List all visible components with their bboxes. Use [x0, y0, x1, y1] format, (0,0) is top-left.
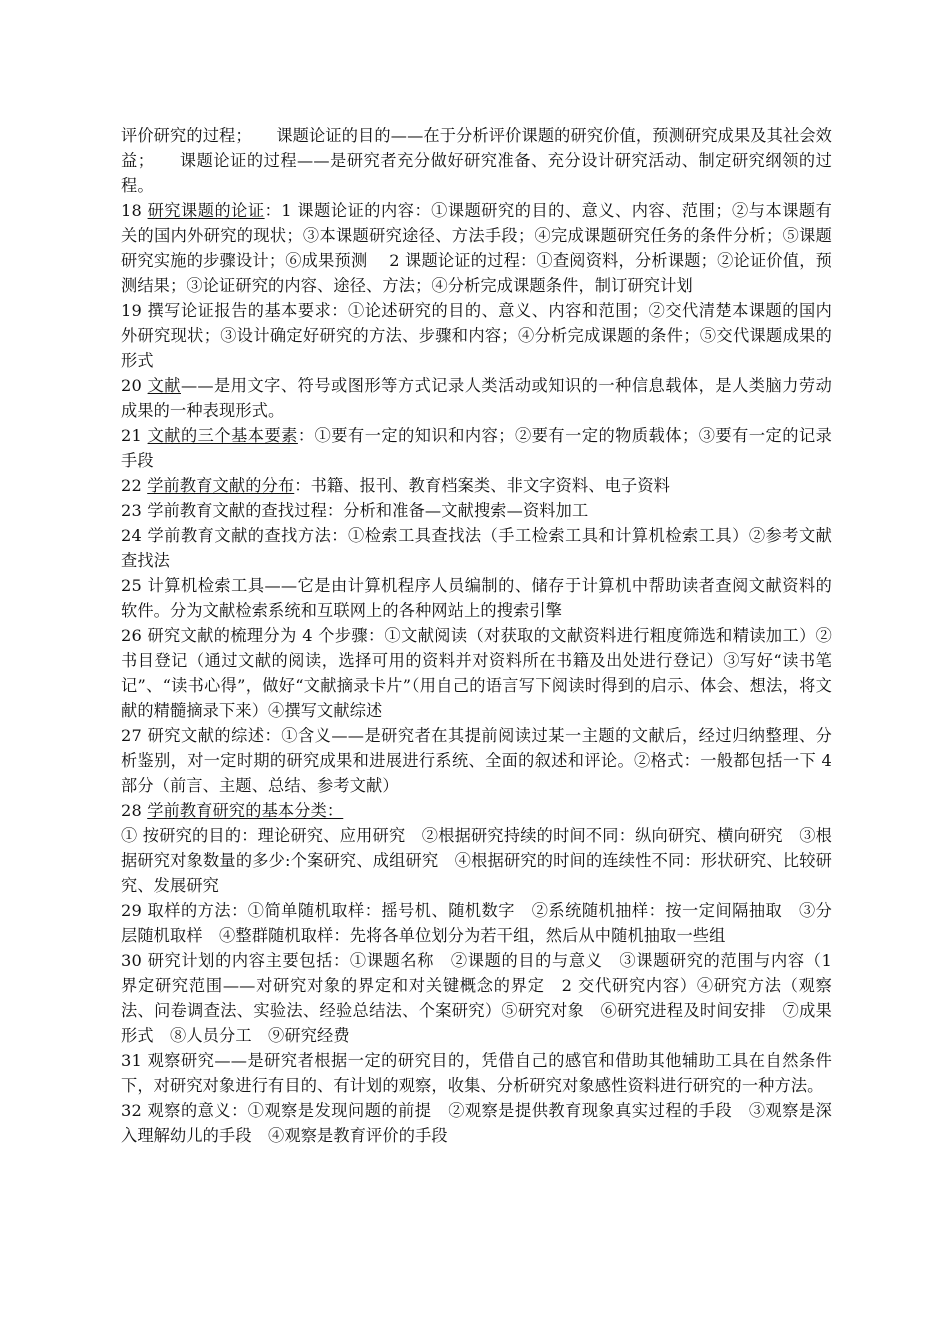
- paragraph-text: 30 研究计划的内容主要包括：①课题名称 ②课题的目的与意义 ③课题研究的范围与内容（1 界定研究范围——对研究对象的界定和对关键概念的界定 2 交代研究内容）④研究方法（观察法、问卷调查法、实验法、经验总结法、个案研究）⑤研究对象 ⑥研究进程及时间安排 ⑦成果形式 ⑧人员分工 ⑨研究经费: [121, 951, 832, 1045]
- paragraph-text: 27 研究文献的综述：①含义——是研究者在其提前阅读过某一主题的文献后，经过归纳整理、分析鉴别，对一定时期的研究成果和进展进行系统、全面的叙述和评论。②格式：一般都包括一下 4 部分（前言、主题、总结、参考文献）: [121, 726, 832, 795]
- underlined-term: 学前教育文献的分布: [147, 476, 295, 495]
- paragraph-p31: [121, 1048, 832, 1098]
- underlined-term: 研究课题的论证: [147, 201, 265, 220]
- paragraph-text: 28: [121, 801, 148, 820]
- paragraph-p24: [121, 523, 832, 573]
- underlined-term: 学前教育研究的基本分类：: [147, 801, 344, 820]
- document-body: [121, 123, 832, 1148]
- paragraph-text: 评价研究的过程； 课题论证的目的——在于分析评价课题的研究价值，预测研究成果及其社会效益； 课题论证的过程——是研究者充分做好研究准备、充分设计研究活动、制定研究纲领的过程。: [121, 126, 832, 195]
- paragraph-text: 22: [121, 476, 148, 495]
- paragraph-p27: [121, 723, 832, 798]
- paragraph-text: 23 学前教育文献的查找过程：分析和准备—文献搜索—资料加工: [121, 501, 589, 520]
- paragraph-text: ——是用文字、符号或图形等方式记录人类活动或知识的一种信息载体，是人类脑力劳动成果的一种表现形式。: [121, 376, 832, 420]
- paragraph-p28: [121, 798, 832, 823]
- paragraph-text: 26 研究文献的梳理分为 4 个步骤：①文献阅读（对获取的文献资料进行粗度筛选和精读加工）②书目登记（通过文献的阅读，选择可用的资料并对资料所在书籍及出处进行登记）③写好“读书笔记”、“读书心得”，做好“文献摘录卡片”（用自己的语言写下阅读时得到的启示、体会、想法，将文献的精髓摘录下来）④撰写文献综述: [121, 626, 832, 720]
- underlined-term: 文献: [147, 376, 181, 395]
- paragraph-p25: [121, 573, 832, 623]
- paragraph-text: 19 撰写论证报告的基本要求：①论述研究的目的、意义、内容和范围；②交代清楚本课题的国内外研究现状；③设计确定好研究的方法、步骤和内容；④分析完成课题的条件；⑤交代课题成果的形式: [121, 301, 832, 370]
- underlined-term: 文献的三个基本要素: [147, 426, 298, 445]
- paragraph-text: ：1 课题论证的内容：①课题研究的目的、意义、内容、范围；②与本课题有关的国内外研究的现状；③本课题研究途径、方法手段；④完成课题研究任务的条件分析；⑤课题研究实施的步骤设计；⑥成果预测 2 课题论证的过程：①查阅资料，分析课题；②论证价值，预测结果；③论证研究的内容、途径、方法；④分析完成课题条件，制订研究计划: [121, 201, 832, 295]
- paragraph-text: 24 学前教育文献的查找方法：①检索工具查找法（手工检索工具和计算机检索工具）②参考文献查找法: [121, 526, 832, 570]
- paragraph-text: 32 观察的意义：①观察是发现问题的前提 ②观察是提供教育现象真实过程的手段 ③观察是深入理解幼儿的手段 ④观察是教育评价的手段: [121, 1101, 832, 1145]
- paragraph-p32: [121, 1098, 832, 1148]
- paragraph-p20: [121, 373, 832, 423]
- paragraph-text: 31 观察研究——是研究者根据一定的研究目的，凭借自己的感官和借助其他辅助工具在自然条件下，对研究对象进行有目的、有计划的观察，收集、分析研究对象感性资料进行研究的一种方法。: [121, 1051, 832, 1095]
- paragraph-text: 29 取样的方法：①简单随机取样：摇号机、随机数字 ②系统随机抽样：按一定间隔抽取 ③分层随机取样 ④整群随机取样：先将各单位划分为若干组，然后从中随机抽取一些组: [121, 901, 832, 945]
- paragraph-text: 21: [121, 426, 148, 445]
- paragraph-p21: [121, 423, 832, 473]
- paragraph-p30: [121, 948, 832, 1048]
- paragraph-p28b: [121, 823, 832, 898]
- paragraph-text: ：①要有一定的知识和内容；②要有一定的物质载体；③要有一定的记录手段: [121, 426, 832, 470]
- paragraph-p18: [121, 198, 832, 298]
- paragraph-text: 25 计算机检索工具——它是由计算机程序人员编制的、储存于计算机中帮助读者查阅文献资料的软件。分为文献检索系统和互联网上的各种网站上的搜索引擎: [121, 576, 832, 620]
- paragraph-text: 18: [121, 201, 148, 220]
- paragraph-p26: [121, 623, 832, 723]
- paragraph-text: 20: [121, 376, 148, 395]
- paragraph-p29: [121, 898, 832, 948]
- paragraph-p22: [121, 473, 832, 498]
- paragraph-p0: [121, 123, 832, 198]
- paragraph-p19: [121, 298, 832, 373]
- paragraph-text: ：书籍、报刊、教育档案类、非文字资料、电子资料: [294, 476, 671, 495]
- paragraph-p23: [121, 498, 832, 523]
- paragraph-text: ① 按研究的目的：理论研究、应用研究 ②根据研究持续的时间不同：纵向研究、横向研究 ③根据研究对象数量的多少:个案研究、成组研究 ④根据研究的时间的连续性不同：形状研究、比较研究、发展研究: [121, 826, 832, 895]
